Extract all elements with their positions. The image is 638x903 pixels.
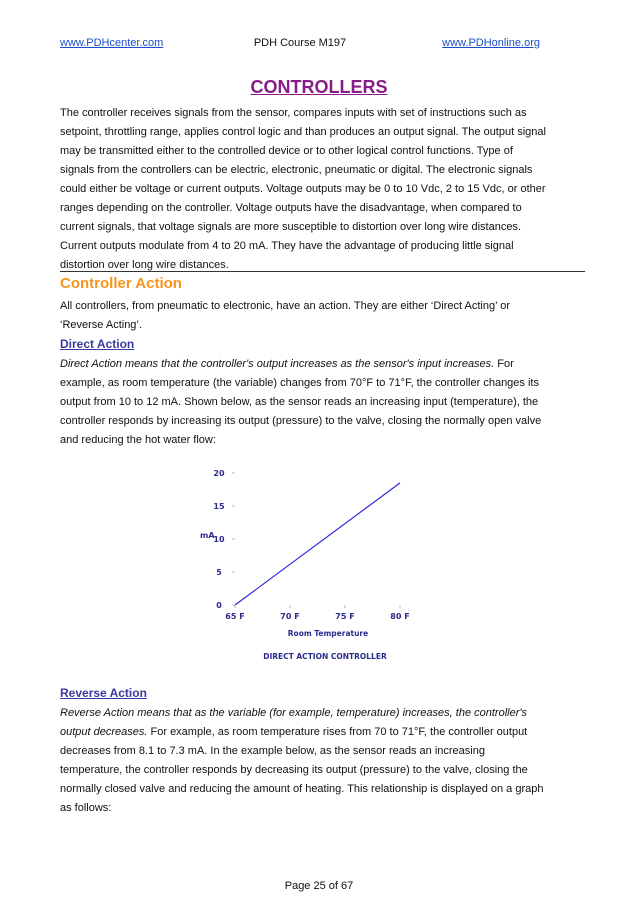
y-tick-label: 0 bbox=[216, 601, 222, 610]
intro-paragraph: The controller receives signals from the sensor, compares inputs with set of instructions such as setpoint, throttling range, applies control logic and than produces an output signal. The output signal may be transmitted either to the controlled device or to other logical control functions. Type of signals from the controllers can be electric, electronic, pneumatic or digital. The electronic signals could either be voltage or current outputs. Voltage outputs may be 0 to 10 Vdc, 2 to 15 Vdc, or other ranges depending on the controller. Voltage outputs have the disadvantage, when compared to current signals, that voltage signals are more susceptible to distortion over long wire distances. Current outputs modulate from 4 to 20 mA. They have the advantage of producing little signal distortion over long wire distances. bbox=[60, 107, 546, 271]
course-label: PDH Course M197 bbox=[253, 37, 347, 49]
y-tick-label: 10 bbox=[213, 535, 225, 544]
section-heading: Controller Action bbox=[60, 275, 182, 292]
y-tick-label: 20 bbox=[213, 469, 225, 478]
page-number: Page 25 of 67 bbox=[284, 880, 354, 892]
direct-action-definition: Direct Action means that the controller's output increases as the sensor's input increases. bbox=[60, 358, 495, 370]
direct-action-text: For example, as room temperature (the variable) changes from 70°F to 71°F, the controller changes its output from 10 to 12 mA. Shown below, as the sensor reads an increasing input (temperature), the controller responds by increasing its output (pressure) to the valve, closing the normally open valve and reducing the hot water flow: bbox=[60, 358, 542, 446]
page-header bbox=[60, 37, 540, 53]
reverse-action-heading: Reverse Action bbox=[60, 686, 147, 700]
section-divider bbox=[60, 271, 585, 272]
x-tick-label: 70 F bbox=[280, 612, 300, 621]
chart-svg bbox=[180, 460, 430, 670]
y-axis-label: mA bbox=[200, 531, 215, 540]
section-paragraph: All controllers, from pneumatic to electronic, have an action. They are either ‘Direct Acting’ or ‘Reverse Acting’. bbox=[60, 300, 510, 331]
pdhonline-link[interactable]: www.PDHonline.org bbox=[442, 37, 540, 49]
series-line bbox=[235, 483, 400, 605]
chart-title: DIRECT ACTION CONTROLLER bbox=[263, 652, 387, 661]
x-tick-label: 80 F bbox=[390, 612, 410, 621]
x-tick-label: 75 F bbox=[335, 612, 355, 621]
y-tick-label: 15 bbox=[213, 502, 225, 511]
direct-action-chart bbox=[180, 460, 430, 670]
pdhcenter-link[interactable]: www.PDHcenter.com bbox=[60, 37, 164, 49]
direct-action-paragraph bbox=[60, 355, 550, 450]
direct-action-heading: Direct Action bbox=[60, 337, 135, 351]
reverse-action-paragraph bbox=[60, 704, 550, 818]
y-tick-label: 5 bbox=[216, 568, 222, 577]
x-axis-label: Room Temperature bbox=[287, 629, 369, 638]
x-tick-label: 65 F bbox=[225, 612, 245, 621]
page-title: CONTROLLERS bbox=[250, 77, 388, 97]
reverse-action-definition: Reverse Action means that as the variable (for example, temperature) increases, the controller's output decreases. bbox=[60, 707, 527, 738]
reverse-action-text: For example, as room temperature rises from 70 to 71°F, the controller output decreases from 8.1 to 7.3 mA. In the example below, as the sensor reads an increasing temperature, the controller responds by decreasing its output (pressure) to the valve, closing the normally closed valve and reducing the amount of heating. This relationship is displayed on a graph as follows: bbox=[60, 726, 544, 814]
